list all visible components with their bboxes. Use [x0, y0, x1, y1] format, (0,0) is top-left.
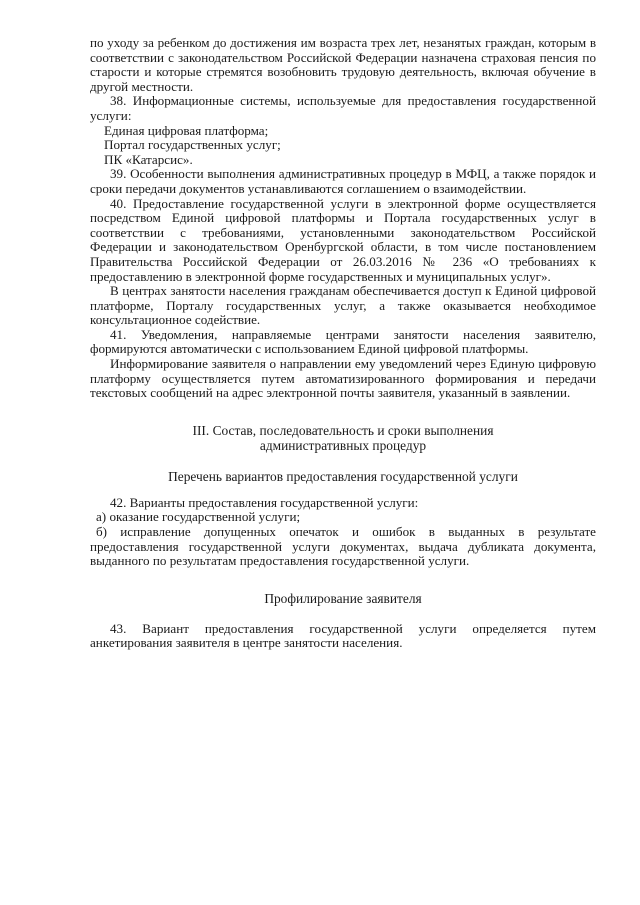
paragraph-41: 41. Уведомления, направляемые центрами занятости населения заявителю, формируются автоматически с использованием Единой цифровой платформы. [90, 326, 596, 357]
variant-a: а) оказание государственной услуги; [96, 509, 301, 525]
list-item-system: Портал государственных услуг; [104, 137, 281, 153]
paragraph-access: В центрах занятости населения гражданам обеспечивается доступ к Единой цифровой платформе, Порталу государственных услуг, а также оказывается необходимое консультационное содействие. [90, 283, 596, 328]
section-heading-line: административных процедур [259, 437, 427, 453]
section-heading-line: III. Состав, последовательность и сроки выполнения [192, 422, 494, 438]
list-item-system: Единая цифровая платформа; [104, 122, 269, 138]
paragraph-43: 43. Вариант предоставления государственной услуги определяется путем анкетирования заявителя в центре занятости населения. [90, 620, 596, 651]
subheading-profiling: Профилирование заявителя [264, 590, 422, 606]
paragraph-40: 40. Предоставление государственной услуги в электронной форме осуществляется посредством Единой цифровой платформы и Портала государственных услуг в соответствии с требованиями, установленными законодательством Российской Федерации и законодательством Оренбургской области, в том числе постановлением Правительства Российской Федерации от 26.03.2016 № 236 «О требованиях к предоставлению в электронной форме государственных и муниципальных услуг». [90, 195, 596, 284]
section-heading [90, 423, 596, 453]
subheading-variants: Перечень вариантов предоставления государственной услуги [168, 468, 518, 484]
paragraph-notification: Информирование заявителя о направлении ему уведомлений через Единую цифровую платформу осуществляется путем автоматизированного формирования и передачи текстовых сообщений на адрес электронной почты заявителя, указанный в заявлении. [90, 356, 596, 401]
list-item-system: ПК «Катарсис». [104, 151, 193, 167]
variant-b: б) исправление допущенных опечаток и ошибок в выданных в результате предоставления государственной услуги документах, выдача дубликата документа, выданного по результатам предоставления государственной услуги. [90, 524, 596, 569]
paragraph-continuation: по уходу за ребенком до достижения им возраста трех лет, незанятых граждан, которым в соответствии с законодательством Российской Федерации назначена страховая пенсия по старости и которые стремятся возобновить трудовую деятельность, включая обучение в другой местности. [90, 35, 596, 94]
paragraph-38: 38. Информационные системы, используемые для предоставления государственной услуги: [90, 93, 596, 123]
paragraph-42: 42. Варианты предоставления государственной услуги: [110, 494, 419, 510]
paragraph-39: 39. Особенности выполнения административных процедур в МФЦ, а также порядок и сроки передачи документов устанавливаются соглашением о взаимодействии. [90, 166, 596, 196]
